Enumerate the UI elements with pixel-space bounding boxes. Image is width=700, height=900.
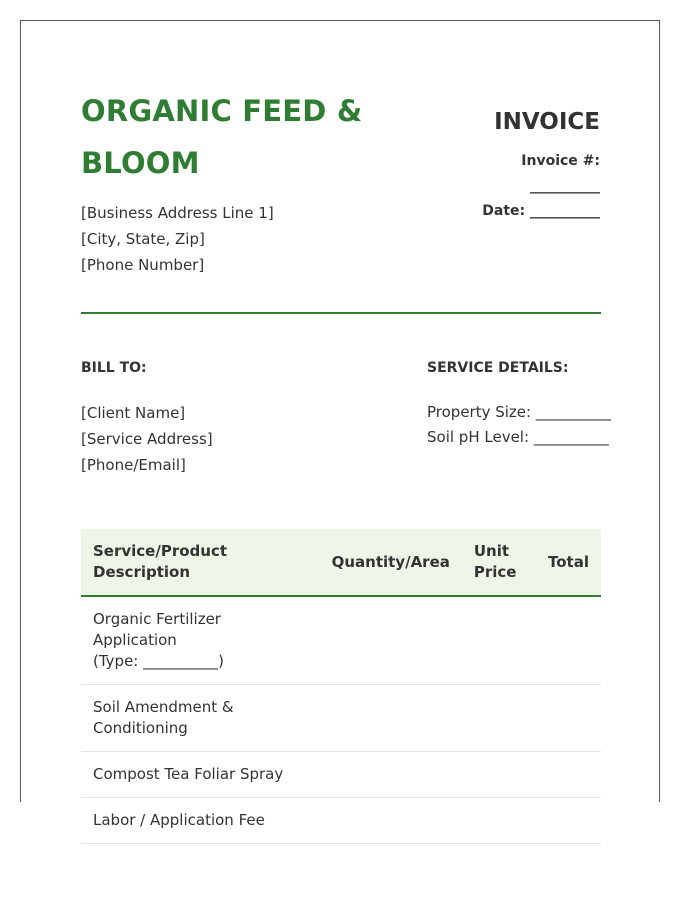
invoice-number-label: Invoice #: — [521, 153, 600, 169]
header-unit-price-line-1: Unit — [473, 542, 510, 560]
row-unit-price — [462, 798, 530, 844]
header-total: Total — [530, 529, 601, 596]
line-items-table — [81, 529, 601, 844]
row-total — [530, 685, 601, 752]
row-description-line-2: Conditioning — [93, 719, 188, 737]
table-row — [81, 596, 601, 685]
client-contact: [Phone/Email] — [81, 456, 186, 474]
business-name: ORGANIC FEED & BLOOM — [81, 94, 363, 180]
invoice-number-blank: __________ — [530, 178, 600, 194]
row-description-line-2: (Type: __________) — [93, 652, 224, 670]
row-description: Compost Tea Foliar Spray — [81, 752, 320, 798]
row-description-line-1: Organic Fertilizer Application — [93, 610, 221, 649]
business-phone: [Phone Number] — [81, 256, 205, 274]
invoice-meta — [482, 149, 600, 224]
property-size: Property Size: __________ — [427, 403, 611, 421]
header-description: Service/Product Description — [81, 529, 320, 596]
table-row — [81, 798, 601, 844]
business-address-line-1: [Business Address Line 1] — [81, 204, 274, 222]
row-quantity — [320, 596, 462, 685]
invoice-heading: INVOICE — [494, 109, 600, 135]
client-name: [Client Name] — [81, 404, 186, 422]
row-total — [530, 596, 601, 685]
row-unit-price — [462, 685, 530, 752]
row-quantity — [320, 752, 462, 798]
header-quantity: Quantity/Area — [320, 529, 462, 596]
header-divider — [81, 312, 601, 314]
invoice-page — [20, 20, 660, 829]
service-details-section — [427, 358, 611, 450]
row-unit-price — [462, 596, 530, 685]
invoice-date-row — [482, 199, 600, 224]
table-header-row — [81, 529, 601, 596]
invoice-header-block — [482, 107, 600, 224]
row-quantity — [320, 798, 462, 844]
row-quantity — [320, 685, 462, 752]
row-description-line-1: Soil Amendment & — [93, 698, 234, 716]
row-unit-price — [462, 752, 530, 798]
table-row — [81, 685, 601, 752]
invoice-date-label: Date: — [482, 203, 526, 219]
row-description — [81, 685, 320, 752]
header-unit-price — [462, 529, 530, 596]
business-address — [81, 200, 274, 278]
row-description: Labor / Application Fee — [81, 798, 320, 844]
invoice-date-blank: __________ — [530, 203, 600, 219]
row-total — [530, 752, 601, 798]
bill-to-section — [81, 358, 213, 478]
soil-ph-level: Soil pH Level: __________ — [427, 428, 609, 446]
bill-to-label: BILL TO: — [81, 360, 147, 376]
header-unit-price-line-2: Price — [473, 563, 517, 581]
service-address: [Service Address] — [81, 430, 213, 448]
table-row — [81, 752, 601, 798]
service-details-label: SERVICE DETAILS: — [427, 360, 569, 376]
row-description — [81, 596, 320, 685]
row-total — [530, 798, 601, 844]
business-city-state-zip: [City, State, Zip] — [81, 230, 205, 248]
